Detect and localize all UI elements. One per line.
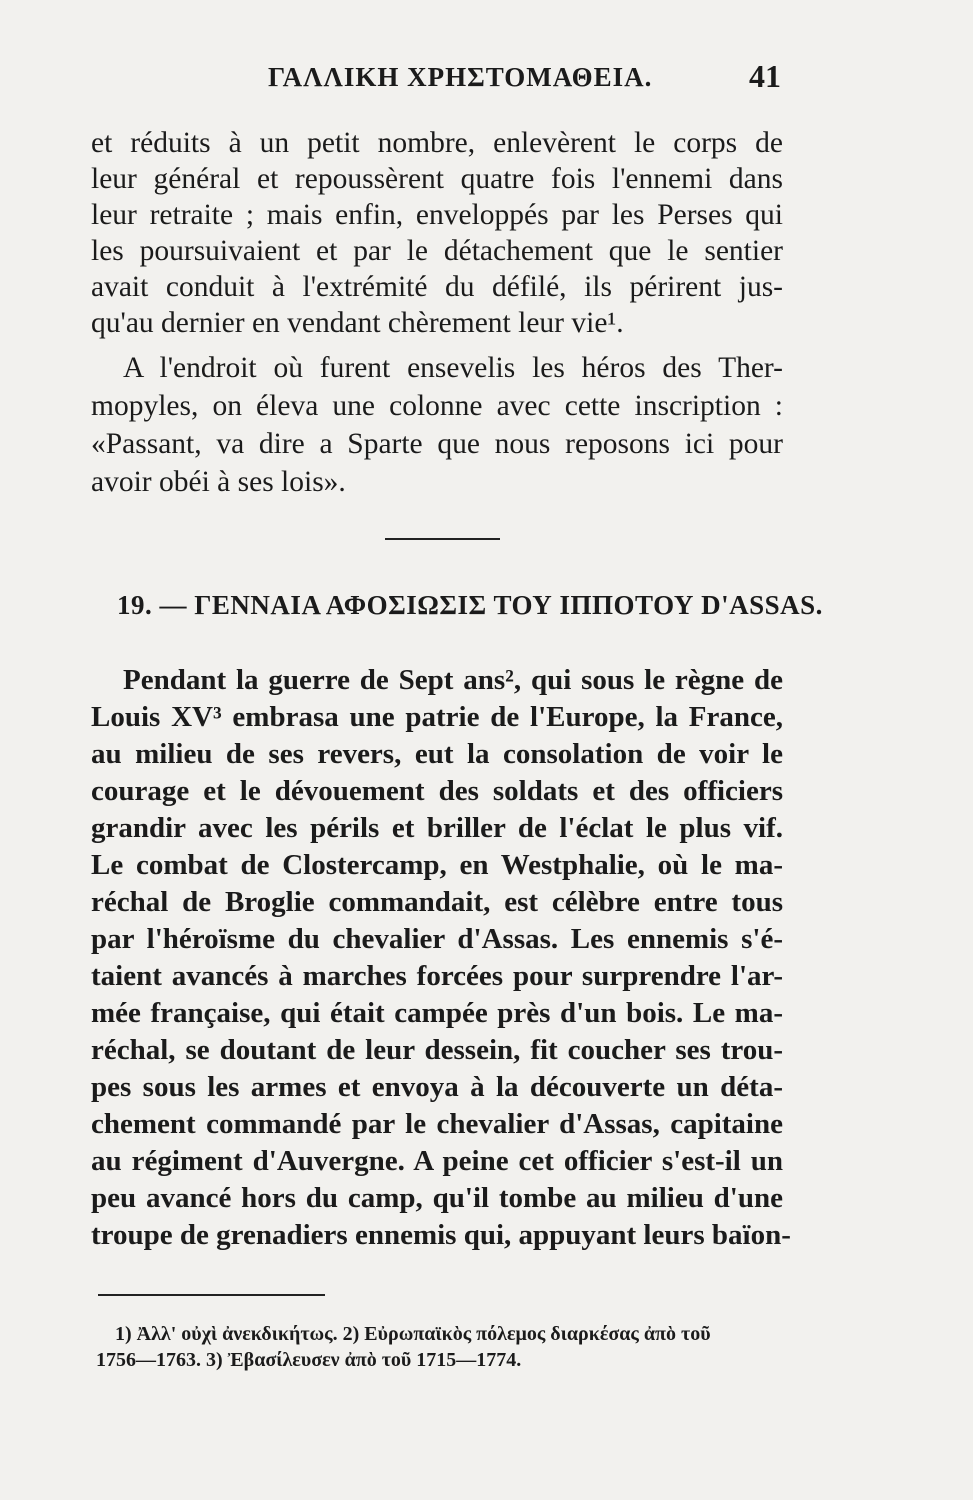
text-line: au milieu de ses revers, eut la consolation de voir le (91, 738, 783, 770)
text-line: peu avancé hors du camp, qu'il tombe au milieu d'une (91, 1182, 783, 1214)
running-header (96, 58, 781, 102)
section-divider (385, 538, 500, 540)
footnote-rule (98, 1294, 325, 1296)
text-line: réchal, se doutant de leur dessein, fit coucher ses trou- (91, 1034, 783, 1066)
section-title: — ΓΕΝΝΑΙΑ ΑΦΟΣΙΩΣΙΣ ΤΟΥ ΙΠΠΟΤΟΥ D'ASSAS. (159, 590, 823, 620)
text-line: courage et le dévouement des soldats et des officiers (91, 775, 783, 807)
text-line: Le combat de Clostercamp, en Westphalie, où le ma- (91, 849, 783, 881)
text-line: A l'endroit où furent ensevelis les héros des Ther- (123, 352, 783, 384)
text-line: et réduits à un petit nombre, enlevèrent le corps de (91, 127, 783, 159)
text-line: au régiment d'Auvergne. A peine cet officier s'est-il un (91, 1145, 783, 1177)
text-line: les poursuivaient et par le détachement que le sentier (91, 235, 783, 267)
text-line: Pendant la guerre de Sept ans², qui sous le règne de (123, 664, 783, 696)
footnote-line: 1) Ἀλλ' οὐχὶ ἀνεκδικήτως. 2) Εὐρωπαϊκὸς πόλεμος διαρκέσας ἀπὸ τοῦ (115, 1323, 711, 1345)
running-title: ΓΑΛΛΙΚΗ ΧΡΗΣΤΟΜΑΘΕΙΑ. (268, 62, 653, 92)
text-line: avoir obéi à ses lois». (91, 466, 346, 498)
text-line: troupe de grenadiers ennemis qui, appuyant leurs baïon- (91, 1219, 791, 1251)
text-line: «Passant, va dire a Sparte que nous reposons ici pour (91, 428, 783, 460)
text-line: par l'héroïsme du chevalier d'Assas. Les ennemis s'é- (91, 923, 783, 955)
text-line: chement commandé par le chevalier d'Assas, capitaine (91, 1108, 783, 1140)
text-line: réchal de Broglie commandait, est célèbre entre tous (91, 886, 783, 918)
text-line: avait conduit à l'extrémité du défilé, ils périrent jus- (91, 271, 783, 303)
text-line: leur général et repoussèrent quatre fois l'ennemi dans (91, 163, 783, 195)
section-heading (117, 590, 823, 621)
section-number: 19. (117, 590, 153, 620)
text-line: qu'au dernier en vendant chèrement leur vie¹. (91, 307, 624, 339)
text-line: grandir avec les périls et briller de l'éclat le plus vif. (91, 812, 783, 844)
text-line: taient avancés à marches forcées pour surprendre l'ar- (91, 960, 783, 992)
text-line: pes sous les armes et envoya à la découverte un déta- (91, 1071, 783, 1103)
page-number: 41 (749, 58, 781, 94)
text-line: mée française, qui était campée près d'un bois. Le ma- (91, 997, 783, 1029)
text-line: Louis XV³ embrasa une patrie de l'Europe, la France, (91, 701, 783, 733)
footnote-line: 1756—1763. 3) Ἐβασίλευσεν ἀπὸ τοῦ 1715—1774. (96, 1349, 522, 1371)
text-line: mopyles, on éleva une colonne avec cette inscription : (91, 390, 783, 422)
text-line: leur retraite ; mais enfin, enveloppés par les Perses qui (91, 199, 783, 231)
